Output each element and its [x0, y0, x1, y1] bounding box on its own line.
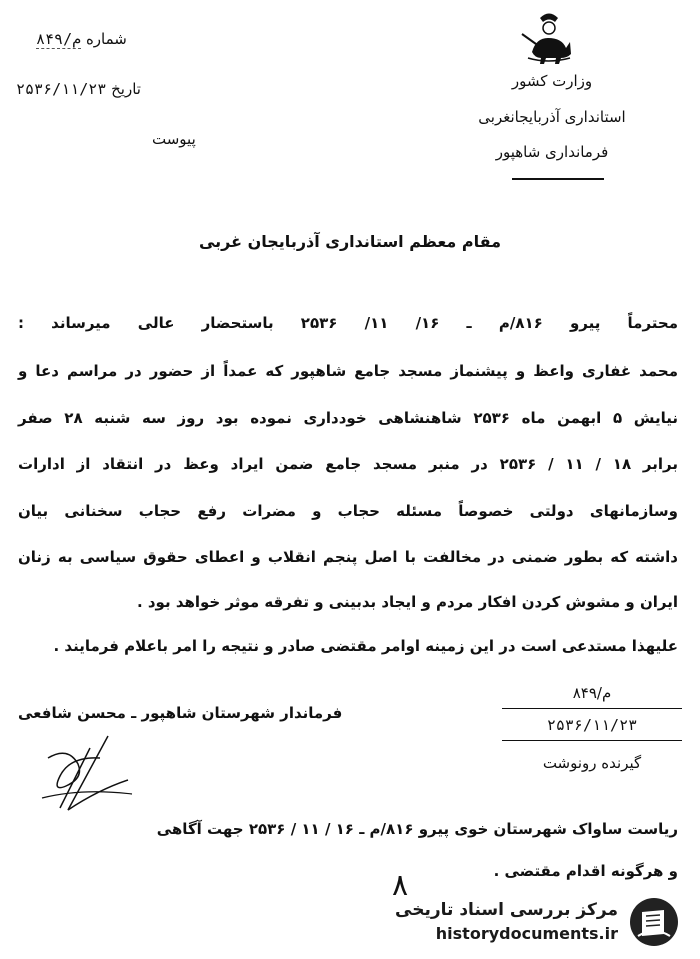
watermark-title: مرکز بررسی اسناد تاریخی [395, 900, 618, 920]
copy-ref-date: ۲۵۳۶/۱۱/۲۳ [546, 716, 638, 734]
header-divider [512, 178, 604, 180]
body-line: محترماً پیرو ۸۱۶/م ـ ۱۶/ ۱۱/ ۲۵۳۶ باستحضار عالی میرساند : [18, 314, 679, 332]
number-label: شماره [85, 30, 127, 48]
watermark-site: historydocuments.ir [435, 924, 618, 943]
body-line: علیهذا مستدعی است در این زمینه اوامر مقتضی صادر و نتیجه را امر باعلام فرمایند . [53, 637, 678, 655]
copy-ref-divider [502, 708, 682, 709]
date-value: ۲۵۳۶/۱۱/۲۳ [16, 80, 107, 98]
copy-ref-label: گیرنده رونوشت [542, 754, 642, 772]
letter-number [36, 30, 127, 48]
number-value: م/۸۴۹ [36, 30, 82, 48]
handwritten-signature-icon [38, 728, 148, 818]
archive-watermark [390, 896, 680, 951]
body-line: محمد غفاری واعظ و پیشنماز مسجد جامع شاهپور که عمداً از حضور در مراسم دعا و [18, 362, 678, 380]
ministry-line-2: استانداری آذربایجانغربی [478, 108, 626, 126]
attachment [152, 130, 196, 148]
copy-ref-divider-2 [502, 740, 682, 741]
recipient-line: و هرگونه اقدام مقتضی . [493, 862, 678, 880]
copy-ref-number: م/۸۴۹ [572, 684, 612, 702]
body-line: برابر ۱۸ / ۱۱ / ۲۵۳۶ در منبر مسجد جامع ضمن ایراد وعظ در انتقاد از ادارات [18, 455, 678, 473]
body-line: ایران و مشوش کردن افکار مردم و ایجاد بدبینی و تفرقه موثر خواهد بود . [136, 593, 678, 611]
letter-date [16, 80, 141, 98]
date-label: تاریخ [111, 80, 141, 98]
body-line: وسازمانهای دولتی خصوصاً مسئله حجاب و مضرات رفع حجاب سخنانی بیان [18, 502, 678, 520]
addressee: مقام معظم استانداری آذربایجان غربی [198, 232, 502, 251]
body-line: داشته که بطور ضمنی در مخالفت با اصل پنجم انقلاب و اعطای حقوق سیاسی به زنان [18, 548, 678, 566]
handwritten-number: ۸ [392, 868, 409, 903]
signer-title: فرماندار شهرستان شاهپور ـ محسن شافعی [18, 704, 343, 722]
lion-and-sun-emblem-icon [518, 8, 580, 66]
ministry-line-1: وزارت کشور [511, 72, 593, 90]
recipient-line: ریاست ساواک شهرستان خوی پیرو ۸۱۶/م ـ ۱۶ / ۱۱ / ۲۵۳۶ جهت آگاهی [156, 820, 678, 838]
body-line: نیایش ۵ ابهمن ماه ۲۵۳۶ شاهنشاهی خودداری نموده بود روز سه شنبه ۲۸ صفر [18, 409, 679, 427]
attachment-label: پیوست [152, 130, 196, 148]
ministry-line-3: فرمانداری شاهپور [495, 143, 609, 161]
archive-logo-icon [628, 896, 680, 948]
